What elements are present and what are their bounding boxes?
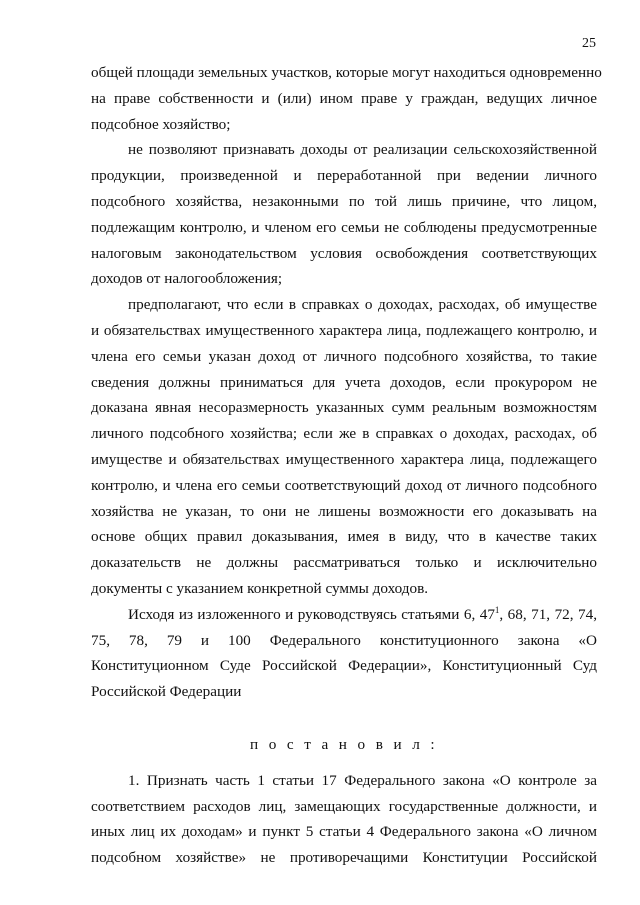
paragraph-3 [91,292,597,602]
superscript: 1 [494,604,500,615]
text-line: имуществе и обязательствах имущественного характера лица, подлежащего [91,450,597,468]
text-line: не позволяют признавать доходы от реализации сельскохозяйственной [128,141,597,159]
text-line: подсобное хозяйство; [91,115,231,133]
text-line: налоговым законодательством условия освобождения соответствующих [91,244,597,262]
text-line: предполагают, что если в справках о доходах, расходах, об имуществе [128,296,597,314]
text-line: Российской Федерации [91,683,242,701]
text-line: подсобном хозяйстве» не противоречащими Конституции Российской [91,849,597,867]
text-line: хозяйства не указан, то они не лишены возможности его доказывать на [91,502,597,520]
text-line: доказательств не должны рассматриваться только и исключительно [91,554,597,572]
text-line: сведения должны приниматься для учета доходов, если прокурором не [91,373,597,391]
text-line: Конституционном Суде Российской Федерации», Конституционный Суд [91,657,597,675]
text-line: основе общих правил доказывания, имея в виду, что в качестве таких [91,528,597,546]
text-line: и обязательствах имущественного характера лица, подлежащего контролю, и [91,321,597,339]
text-fragment: Исходя из изложенного и руководствуясь статьями 6, 47 [128,605,495,623]
text-line: личного подсобного хозяйства; если же в справках о доходах, расходах, об [91,425,597,443]
text-line: доказана явная несоразмерность указанных сумм реальным возможностям [91,399,597,417]
verdict-heading: п о с т а н о в и л : [249,735,439,753]
text-line: 1. Признать часть 1 статьи 17 Федерального закона «О контроле за [128,771,597,789]
body-text [91,60,602,871]
text-fragment: , 68, 71, 72, 74, [499,605,597,623]
text-line: документы с указанием конкретной суммы доходов. [91,579,429,597]
text-line: соответствием расходов лиц, замещающих государственные должности, и [91,797,597,815]
paragraph-1 [91,60,602,137]
text-line: 75, 78, 79 и 100 Федерального конституционного закона «О [91,631,597,649]
resolution-paragraph [91,768,597,871]
page-number: 25 [582,36,596,51]
text-line: общей площади земельных участков, которые могут находиться одновременно [91,64,602,81]
paragraph-2 [91,137,597,292]
text-line: члена его семьи указан доход от личного подсобного хозяйства, то такие [91,347,597,365]
paragraph-4 [91,602,597,705]
text-line: на праве собственности и (или) ином праве у граждан, ведущих личное [91,89,597,107]
text-line: подсобного хозяйства, незаконными по той лишь причине, что лицом, [91,192,597,210]
text-line: продукции, произведенной и переработанной при ведении личного [91,167,597,185]
text-line: иных лиц их доходам» и пункт 5 статьи 4 Федерального закона «О личном [91,823,597,841]
text-line-with-superscript [91,602,597,628]
text-line: доходов от налогообложения; [91,270,283,288]
text-line: подлежащим контролю, и членом его семьи не соблюдены предусмотренные [91,218,597,236]
text-line: контролю, и члена его семьи соответствующий доход от личного подсобного [91,476,597,494]
